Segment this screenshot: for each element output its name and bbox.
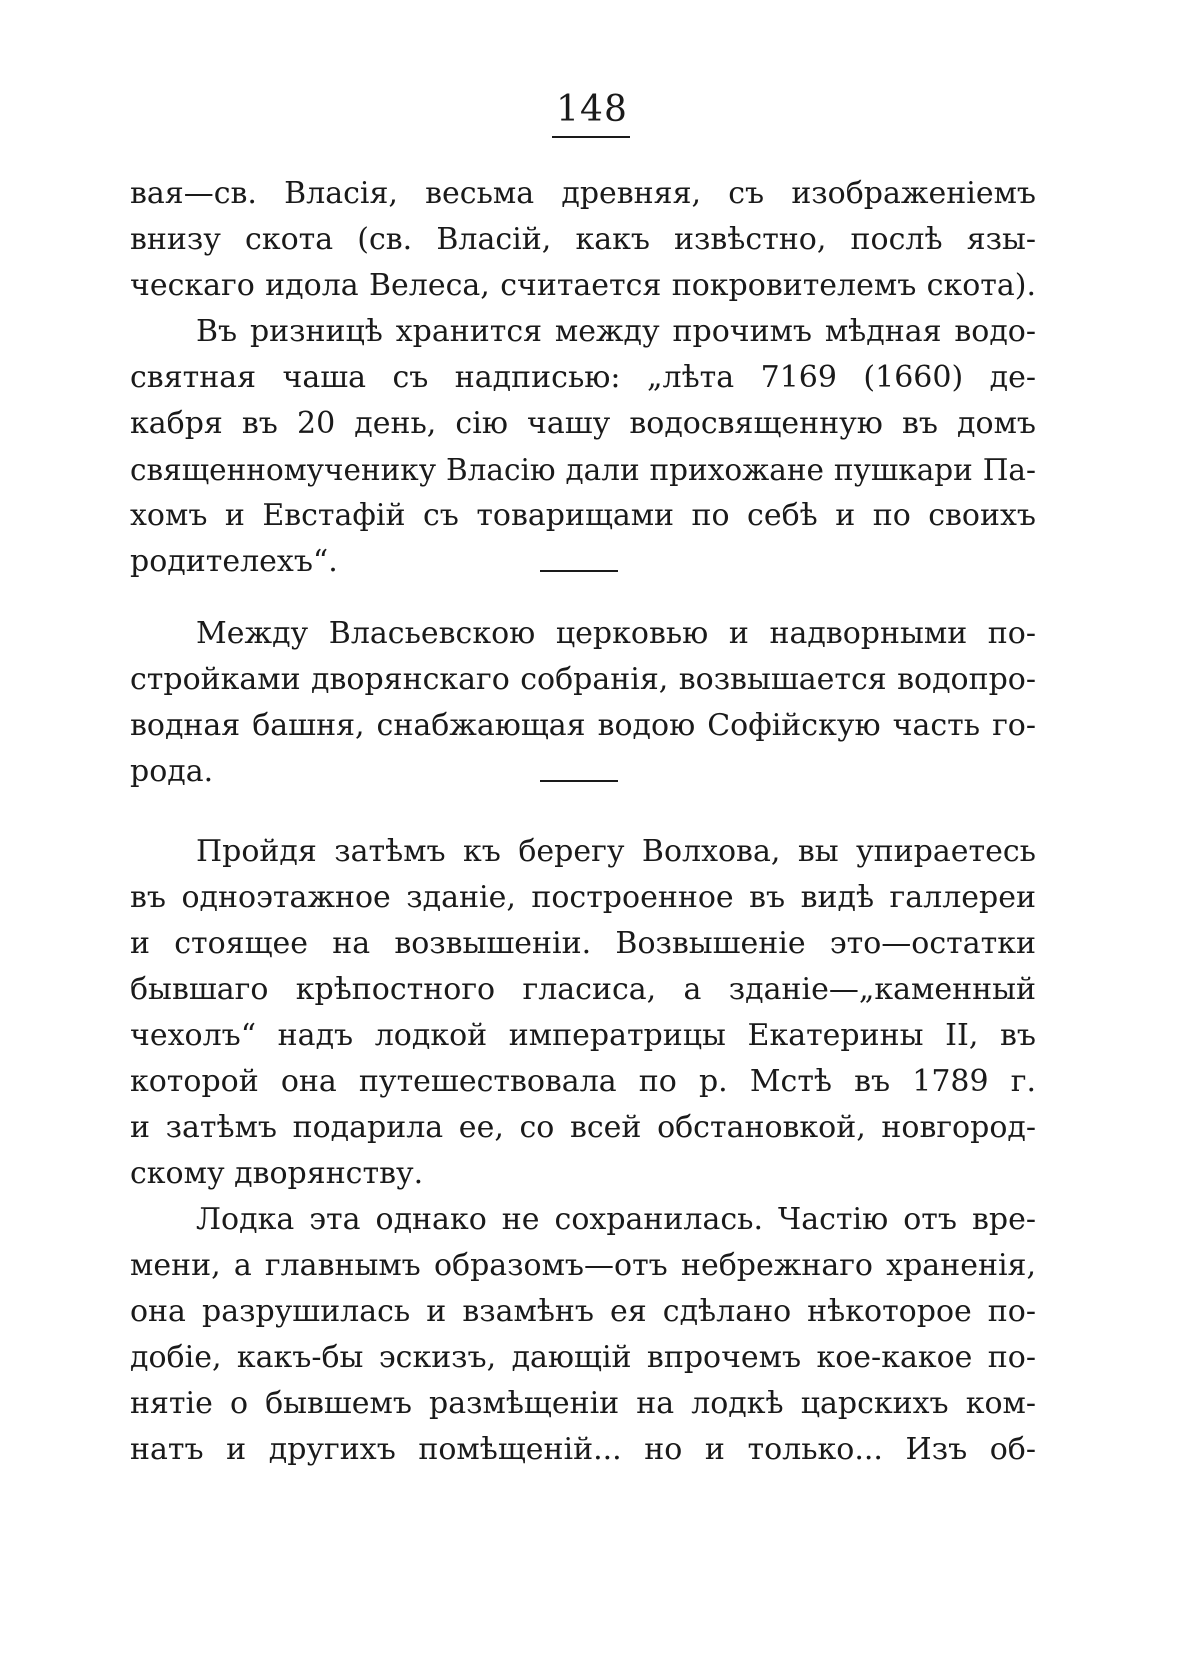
text-line: внизу скота (св. Власій, какъ извѣстно, послѣ язы- bbox=[130, 222, 1036, 257]
text-line: кабря въ 20 день, сію чашу водосвященную въ домъ bbox=[130, 406, 1036, 441]
text-line: скому дворянству. bbox=[130, 1156, 424, 1191]
text-line: Лодка эта однако не сохранилась. Частію отъ вре- bbox=[196, 1202, 1036, 1237]
text-line: натъ и другихъ помѣщеній... но и только... Изъ об- bbox=[130, 1432, 1036, 1467]
text-line: ческаго идола Велеса, считается покровителемъ скота). bbox=[130, 268, 1036, 303]
text-line: священномученику Власію дали прихожане пушкари Па- bbox=[130, 453, 1036, 487]
text-line: чехолъ“ надъ лодкой императрицы Екатерины II, въ bbox=[130, 1018, 1036, 1053]
text-line: она разрушилась и взамѣнъ ея сдѣлано нѣкоторое по- bbox=[130, 1294, 1036, 1329]
text-line: родителехъ“. bbox=[130, 544, 338, 579]
text-line: Въ ризницѣ хранится между прочимъ мѣдная водо- bbox=[196, 314, 1036, 349]
text-line: въ одноэтажное зданіе, построенное въ видѣ галлереи bbox=[130, 880, 1036, 915]
text-line: рода. bbox=[130, 754, 214, 789]
text-line: и стоящее на возвышеніи. Возвышеніе это—остатки bbox=[130, 926, 1036, 961]
text-line: хомъ и Евстафій съ товарищами по себѣ и по своихъ bbox=[130, 498, 1036, 533]
text-line: добіе, какъ-бы эскизъ, дающій впрочемъ кое-какое по- bbox=[130, 1340, 1036, 1375]
text-line: Пройдя затѣмъ къ берегу Волхова, вы упираетесь bbox=[196, 834, 1036, 869]
text-line: стройками дворянскаго собранія, возвышается водопро- bbox=[130, 662, 1036, 697]
page-number-underline bbox=[552, 136, 630, 138]
section-separator bbox=[540, 570, 618, 572]
page-number: 148 bbox=[556, 89, 628, 130]
text-line: Между Власьевскою церковью и надворными по- bbox=[196, 616, 1036, 651]
text-line: бывшаго крѣпостного гласиса, а зданіе—„каменный bbox=[130, 972, 1036, 1007]
text-line: святная чаша съ надписью: „лѣта 7169 (1660) де- bbox=[130, 360, 1036, 395]
text-line: которой она путешествовала по р. Мстѣ въ 1789 г. bbox=[130, 1064, 1036, 1099]
text-line: вая—св. Власія, весьма древняя, съ изображеніемъ bbox=[130, 176, 1036, 211]
text-line: и затѣмъ подарила ее, со всей обстановкой, новгород- bbox=[130, 1110, 1036, 1145]
text-line: нятіе о бывшемъ размѣщеніи на лодкѣ царскихъ ком- bbox=[130, 1386, 1036, 1421]
text-line: водная башня, снабжающая водою Софійскую часть го- bbox=[130, 708, 1036, 743]
section-separator bbox=[540, 780, 618, 782]
text-line: мени, а главнымъ образомъ—отъ небрежнаго храненія, bbox=[130, 1248, 1036, 1283]
